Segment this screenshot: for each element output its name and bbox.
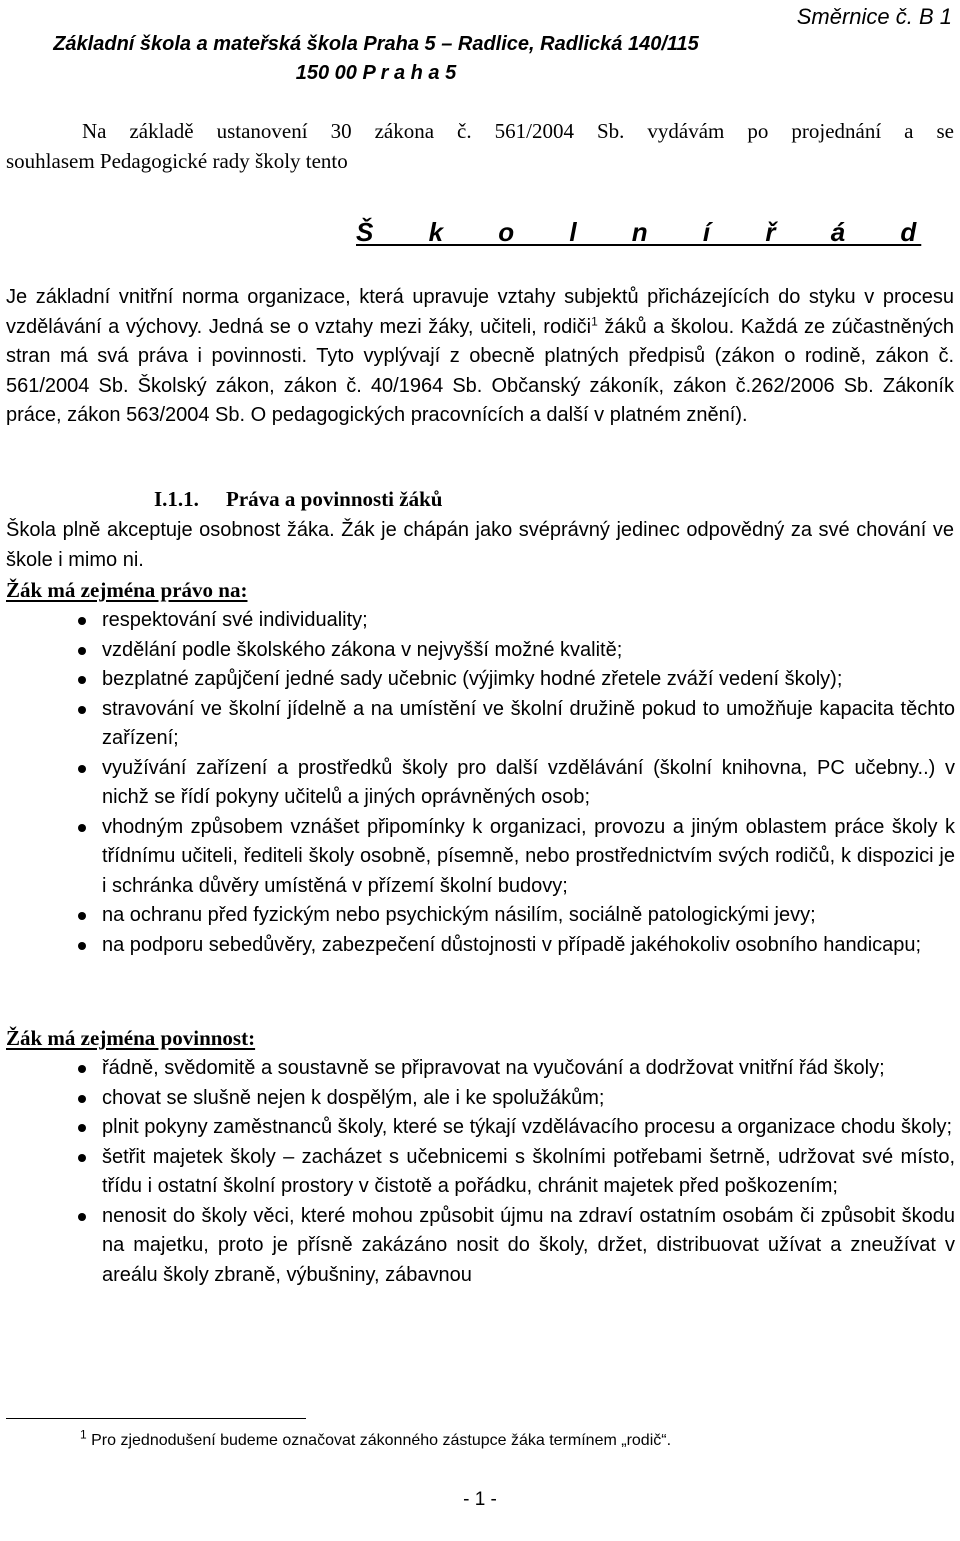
document-title: Š k o l n í ř á d — [356, 217, 922, 247]
bullet-icon — [78, 706, 86, 714]
list-item: nenosit do školy věci, které mohou způsobit újmu na zdraví ostatním osobám či způsobit škodu na majetku, proto je přísně zakázáno nosit do školy, držet, distribuovat užívat a zneužívat v areálu školy zbraně, výbušniny, zábavnou — [0, 1202, 955, 1291]
footnote — [80, 1427, 672, 1452]
footnote-text: Pro zjednodušení budeme označovat zákonného zástupce žáka termínem „rodič“. — [86, 1432, 672, 1449]
footnote-reference: 1 — [591, 313, 598, 328]
footnote-separator — [6, 1418, 306, 1419]
intro-text — [6, 117, 954, 176]
section-heading — [154, 485, 442, 513]
intro-line-1: Na základě ustanovení 30 zákona č. 561/2004 Sb. vydávám po projednání a se — [82, 119, 954, 143]
bullet-icon — [78, 676, 86, 684]
section-title: Práva a povinnosti žáků — [226, 487, 443, 511]
bullet-icon — [78, 1095, 86, 1103]
list-item: řádně, svědomitě a soustavně se připravovat na vyučování a dodržovat vnitřní řád školy; — [0, 1054, 955, 1084]
section-intro: Škola plně akceptuje osobnost žáka. Žák je chápán jako svéprávný jedinec odpovědný za své chování ve škole i mimo ni. — [6, 519, 954, 571]
bullet-icon — [78, 824, 86, 832]
school-address: 150 00 P r a h a 5 — [295, 62, 457, 84]
page-number: - 1 - — [463, 1489, 497, 1510]
rights-heading: Žák má zejména právo na: — [6, 578, 248, 602]
definition-paragraph — [6, 283, 954, 431]
list-item: na podporu sebedůvěry, zabezpečení důstojnosti v případě jakéhokoliv osobního handicapu; — [0, 931, 955, 961]
list-item: na ochranu před fyzickým nebo psychickým násilím, sociálně patologickými jevy; — [0, 901, 955, 931]
bullet-icon — [78, 1213, 86, 1221]
list-item: bezplatné zapůjčení jedné sady učebnic (výjimky hodné zřetele zváží vedení školy); — [0, 665, 955, 695]
list-item: vhodným způsobem vznášet připomínky k organizaci, provozu a jiným oblastem práce školy k třídnímu učiteli, řediteli školy osobně, písemně, nebo prostřednictvím svých rodičů, k dispozici je i schránka důvěry umístěná v přízemí školní budovy; — [0, 813, 955, 902]
bullet-icon — [78, 942, 86, 950]
list-item: respektování své individuality; — [0, 606, 955, 636]
rights-list — [0, 606, 955, 960]
list-item: vzdělání podle školského zákona v nejvyšší možné kvalitě; — [0, 636, 955, 666]
paragraph-text-end: žáků a školou. Každá ze zúčastněných stran má svá práva i povinnosti. Tyto vyplývají z obecně platných předpisů (zákon o rodině, zákon č. 561/2004 Sb. Školský zákon, zákon č. 40/1964 Sb. Občanský zákoník, zákon č.262/2006 Sb. Zákoník práce, zákon 563/2004 Sb. O pedagogických pracovnících a další v platném znění). — [6, 315, 954, 426]
footnote-mark: 1 — [80, 1427, 87, 1442]
list-item: využívání zařízení a prostředků školy pro další vzdělávání (školní knihovna, PC učebny..) v nichž se řídí pokyny učitelů a jiných oprávněných osob; — [0, 754, 955, 813]
section-number: I.1.1. — [154, 487, 199, 511]
list-item: stravování ve školní jídelně a na umístění ve školní družině pokud to umožňuje kapacita těchto zařízení; — [0, 695, 955, 754]
duties-list — [0, 1054, 955, 1290]
intro-line-2: souhlasem Pedagogické rady školy tento — [6, 148, 348, 173]
school-header — [6, 30, 746, 88]
bullet-icon — [78, 1124, 86, 1132]
school-name: Základní škola a mateřská škola Praha 5 – Radlice, Radlická 140/115 — [53, 33, 699, 55]
duties-heading: Žák má zejména povinnost: — [6, 1026, 256, 1050]
bullet-icon — [78, 1065, 86, 1073]
document-code: Směrnice č. B 1 — [796, 4, 952, 29]
bullet-icon — [78, 912, 86, 920]
bullet-icon — [78, 1154, 86, 1162]
list-item: plnit pokyny zaměstnanců školy, které se týkají vzdělávacího procesu a organizace chodu školy; — [0, 1113, 955, 1143]
bullet-icon — [78, 617, 86, 625]
list-item: chovat se slušně nejen k dospělým, ale i ke spolužákům; — [0, 1084, 955, 1114]
paragraph-text-start: Je základní vnitřní norma organizace, která upravuje vztahy subjektů přicházejících do styku v procesu vzdělávání a výchovy. Jedná se o vztahy mezi žáky, učiteli, rodiči — [6, 286, 954, 338]
bullet-icon — [78, 647, 86, 655]
bullet-icon — [78, 765, 86, 773]
list-item: šetřit majetek školy – zacházet s učebnicemi s školními potřebami šetrně, udržovat své místo, třídu i ostatní školní prostory v čistotě a pořádku, chránit majetek před poškozením; — [0, 1143, 955, 1202]
